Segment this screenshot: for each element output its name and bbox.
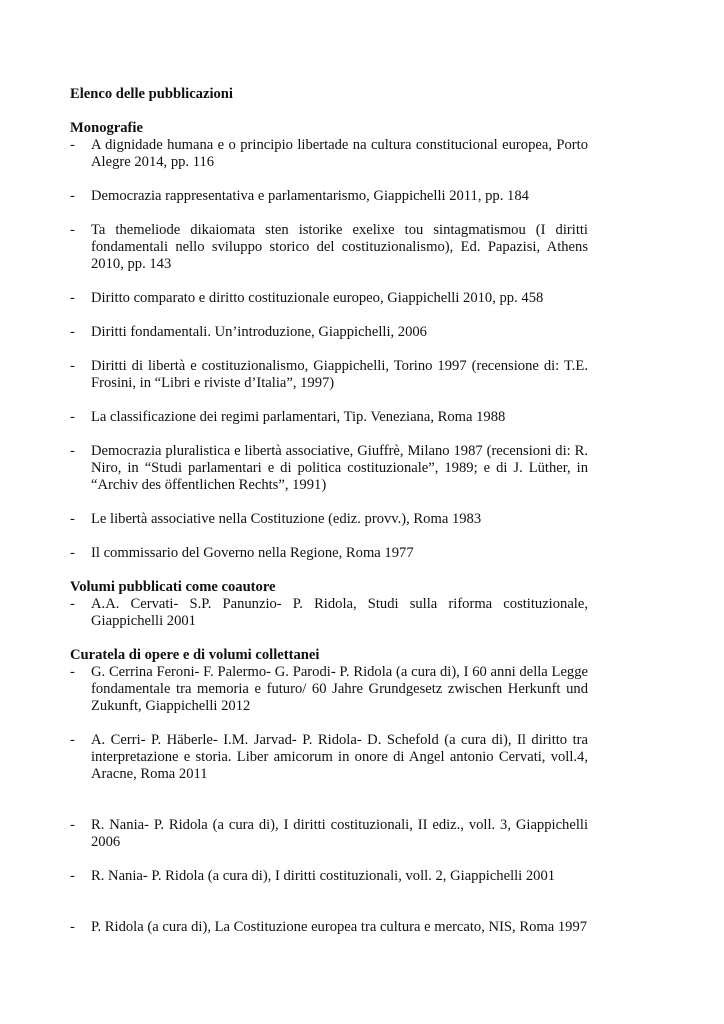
bullet-dash: -	[70, 358, 75, 374]
section-curatela	[70, 647, 588, 936]
list-item	[70, 188, 588, 205]
item-text: A.A. Cervati- S.P. Panunzio- P. Ridola, Studi sulla riforma costituzionale, Giappichelli 2001	[91, 596, 588, 629]
bullet-dash: -	[70, 409, 75, 425]
publication-list	[70, 137, 588, 562]
item-text: Democrazia rappresentativa e parlamentarismo, Giappichelli 2011, pp. 184	[91, 188, 529, 204]
publication-list	[70, 664, 588, 936]
list-item	[70, 919, 588, 936]
item-text: Le libertà associative nella Costituzione (ediz. provv.), Roma 1983	[91, 511, 482, 527]
list-item	[70, 290, 588, 307]
document-title: Elenco delle pubblicazioni	[70, 86, 233, 102]
list-item	[70, 324, 588, 341]
section-heading: Volumi pubblicati come coautore	[70, 579, 276, 595]
section-monografie	[70, 120, 588, 562]
list-item	[70, 443, 588, 494]
bullet-dash: -	[70, 817, 75, 833]
bullet-dash: -	[70, 664, 75, 680]
list-item	[70, 868, 588, 885]
item-text: Democrazia pluralistica e libertà associative, Giuffrè, Milano 1987 (recensioni di: R. Niro, in “Studi parlamentari e di politica costituzionale”, 1989; e di J. Lüther, in “Archiv des öffentlichen Rechts”, 1991)	[91, 443, 588, 493]
bullet-dash: -	[70, 545, 75, 561]
section-heading: Monografie	[70, 120, 143, 136]
item-text: G. Cerrina Feroni- F. Palermo- G. Parodi- P. Ridola (a cura di), I 60 anni della Legge fondamentale tra memoria e futuro/ 60 Jahre Grundgesetz zwischen Herkunft und Zukunft, Giappichelli 2012	[91, 664, 588, 714]
bullet-dash: -	[70, 290, 75, 306]
bullet-dash: -	[70, 868, 75, 884]
list-item	[70, 817, 588, 851]
publication-list	[70, 596, 588, 630]
bullet-dash: -	[70, 188, 75, 204]
list-item	[70, 511, 588, 528]
item-text: La classificazione dei regimi parlamentari, Tip. Veneziana, Roma 1988	[91, 409, 506, 425]
item-text: P. Ridola (a cura di), La Costituzione europea tra cultura e mercato, NIS, Roma 1997	[91, 919, 588, 935]
bullet-dash: -	[70, 511, 75, 527]
item-text: Il commissario del Governo nella Regione, Roma 1977	[91, 545, 414, 561]
bullet-dash: -	[70, 919, 75, 935]
item-text: Diritti fondamentali. Un’introduzione, Giappichelli, 2006	[91, 324, 427, 340]
list-item	[70, 545, 588, 562]
list-item	[70, 222, 588, 273]
item-text: Ta themeliode dikaiomata sten istorike exelixe tou sintagmatismou (I diritti fondamentali nello sviluppo storico del costituzionalismo), Ed. Papazisi, Athens 2010, pp. 143	[91, 222, 588, 272]
list-item	[70, 358, 588, 392]
section-heading: Curatela di opere e di volumi collettanei	[70, 647, 320, 663]
list-item	[70, 409, 588, 426]
item-text: Diritti di libertà e costituzionalismo, Giappichelli, Torino 1997 (recensione di: T.E. Frosini, in “Libri e riviste d’Italia”, 1997)	[91, 358, 588, 391]
item-text: A dignidade humana e o principio libertade na cultura constitucional europea, Porto Alegre 2014, pp. 116	[91, 137, 588, 170]
bullet-dash: -	[70, 596, 75, 612]
item-text: R. Nania- P. Ridola (a cura di), I diritti costituzionali, II ediz., voll. 3, Giappichelli 2006	[91, 817, 588, 850]
list-item	[70, 137, 588, 171]
bullet-dash: -	[70, 443, 75, 459]
item-text: Diritto comparato e diritto costituzionale europeo, Giappichelli 2010, pp. 458	[91, 290, 544, 306]
document-page	[70, 86, 588, 936]
list-item	[70, 664, 588, 715]
item-text: A. Cerri- P. Häberle- I.M. Jarvad- P. Ridola- D. Schefold (a cura di), Il diritto tra interpretazione e storia. Liber amicorum in onore di Angel antonio Cervati, voll.4, Aracne, Roma 2011	[91, 732, 588, 782]
bullet-dash: -	[70, 222, 75, 238]
list-item	[70, 596, 588, 630]
list-item	[70, 732, 588, 783]
bullet-dash: -	[70, 324, 75, 340]
bullet-dash: -	[70, 137, 75, 153]
item-text: R. Nania- P. Ridola (a cura di), I diritti costituzionali, voll. 2, Giappichelli 2001	[91, 868, 556, 884]
bullet-dash: -	[70, 732, 75, 748]
section-coautore	[70, 579, 588, 630]
